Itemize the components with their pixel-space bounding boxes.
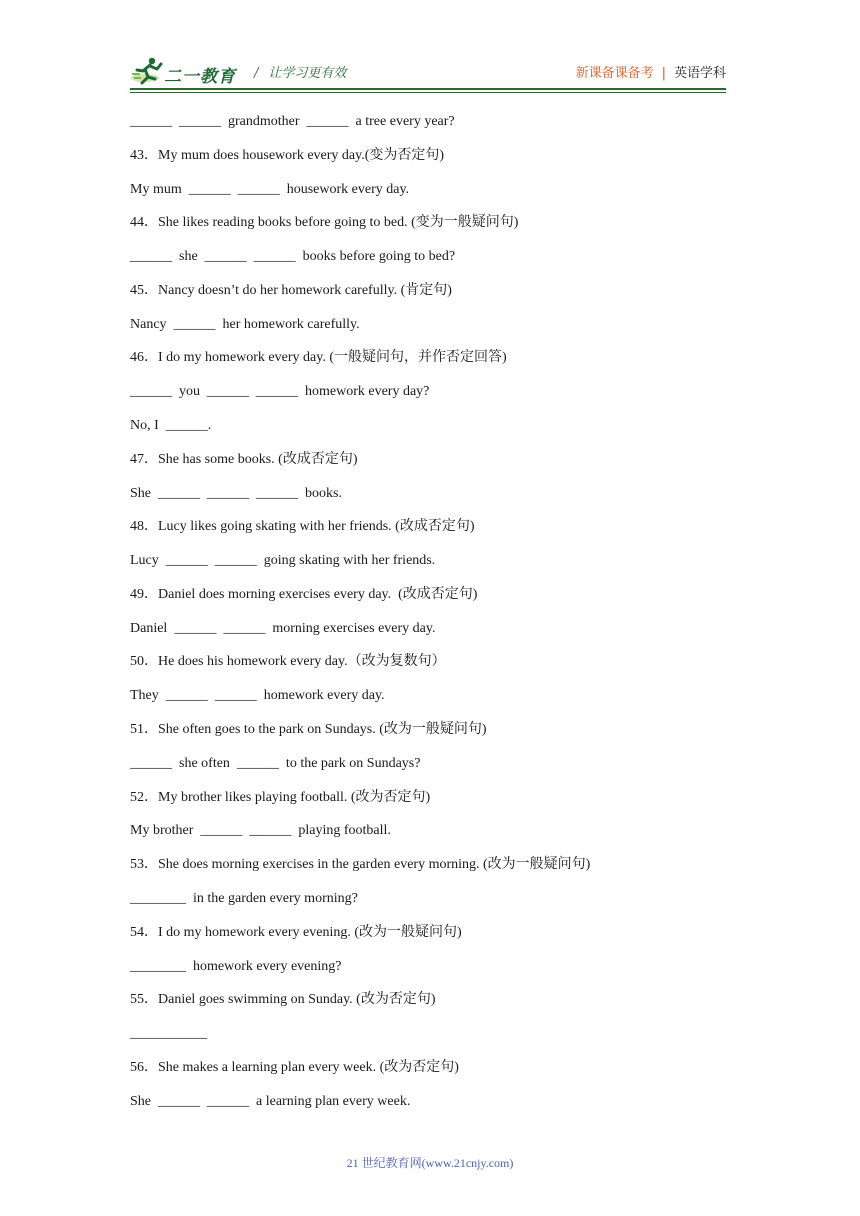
answer-line: ______ ______ grandmother ______ a tree every year? (130, 114, 455, 129)
question-50: 50．He does his homework every day.（改为复数句） (130, 654, 446, 669)
question-48: 48．Lucy likes going skating with her friends. (改成否定句) (130, 519, 475, 534)
page-header (130, 54, 726, 90)
question-44: 44．She likes reading books before going to bed. (变为一般疑问句) (130, 215, 519, 230)
brand-name: 二一教育 (164, 67, 236, 87)
header-subject: 新课备课备考 | 英语学科 (575, 66, 726, 81)
answer-line: No, I ______. (130, 418, 212, 433)
answer-line: ______ she often ______ to the park on Sundays? (130, 756, 421, 771)
answer-line: ______ you ______ ______ homework every day? (130, 384, 430, 399)
answer-line: ___________ (130, 1026, 207, 1041)
answer-line: ________ in the garden every morning? (130, 891, 358, 906)
answer-line: She ______ ______ ______ books. (130, 486, 342, 501)
question-47: 47．She has some books. (改成否定句) (130, 452, 358, 467)
question-54: 54．I do my homework every evening. (改为一般疑问句) (130, 925, 462, 940)
answer-line: My brother ______ ______ playing football. (130, 823, 391, 838)
answer-line: ______ she ______ ______ books before going to bed? (130, 249, 456, 264)
header-slogan: / 让学习更有效 (254, 66, 347, 81)
question-49: 49．Daniel does morning exercises every day. (改成否定句) (130, 587, 478, 602)
answer-line: They ______ ______ homework every day. (130, 688, 385, 703)
answer-line: My mum ______ ______ housework every day. (130, 182, 410, 197)
runner-logo-icon (130, 56, 164, 88)
question-53: 53．She does morning exercises in the garden every morning. (改为一般疑问句) (130, 857, 591, 872)
header-course-label: 新课备课备考 (575, 66, 654, 81)
answer-line: Nancy ______ her homework carefully. (130, 317, 360, 332)
brand-logo (130, 56, 238, 88)
answer-line: She ______ ______ a learning plan every week. (130, 1094, 411, 1109)
answer-line: ________ homework every evening? (130, 959, 342, 974)
question-45: 45．Nancy doesn’t do her homework carefully. (肯定句) (130, 283, 452, 298)
question-52: 52．My brother likes playing football. (改为否定句) (130, 790, 431, 805)
header-divider (130, 88, 726, 90)
question-56: 56．She makes a learning plan every week. (改为否定句) (130, 1060, 459, 1075)
question-51: 51．She often goes to the park on Sundays. (改为一般疑问句) (130, 722, 487, 737)
answer-line: Lucy ______ ______ going skating with her friends. (130, 553, 436, 568)
question-43: 43．My mum does housework every day.(变为否定句) (130, 148, 445, 163)
header-subject-label: 英语学科 (673, 66, 726, 81)
question-46: 46．I do my homework every day. (一般疑问句，并作否定回答) (130, 350, 507, 365)
page-footer: 21 世纪教育网(www.21cnjy.com) (346, 1156, 514, 1170)
answer-line: Daniel ______ ______ morning exercises every day. (130, 621, 436, 636)
question-55: 55．Daniel goes swimming on Sunday. (改为否定句) (130, 992, 436, 1007)
